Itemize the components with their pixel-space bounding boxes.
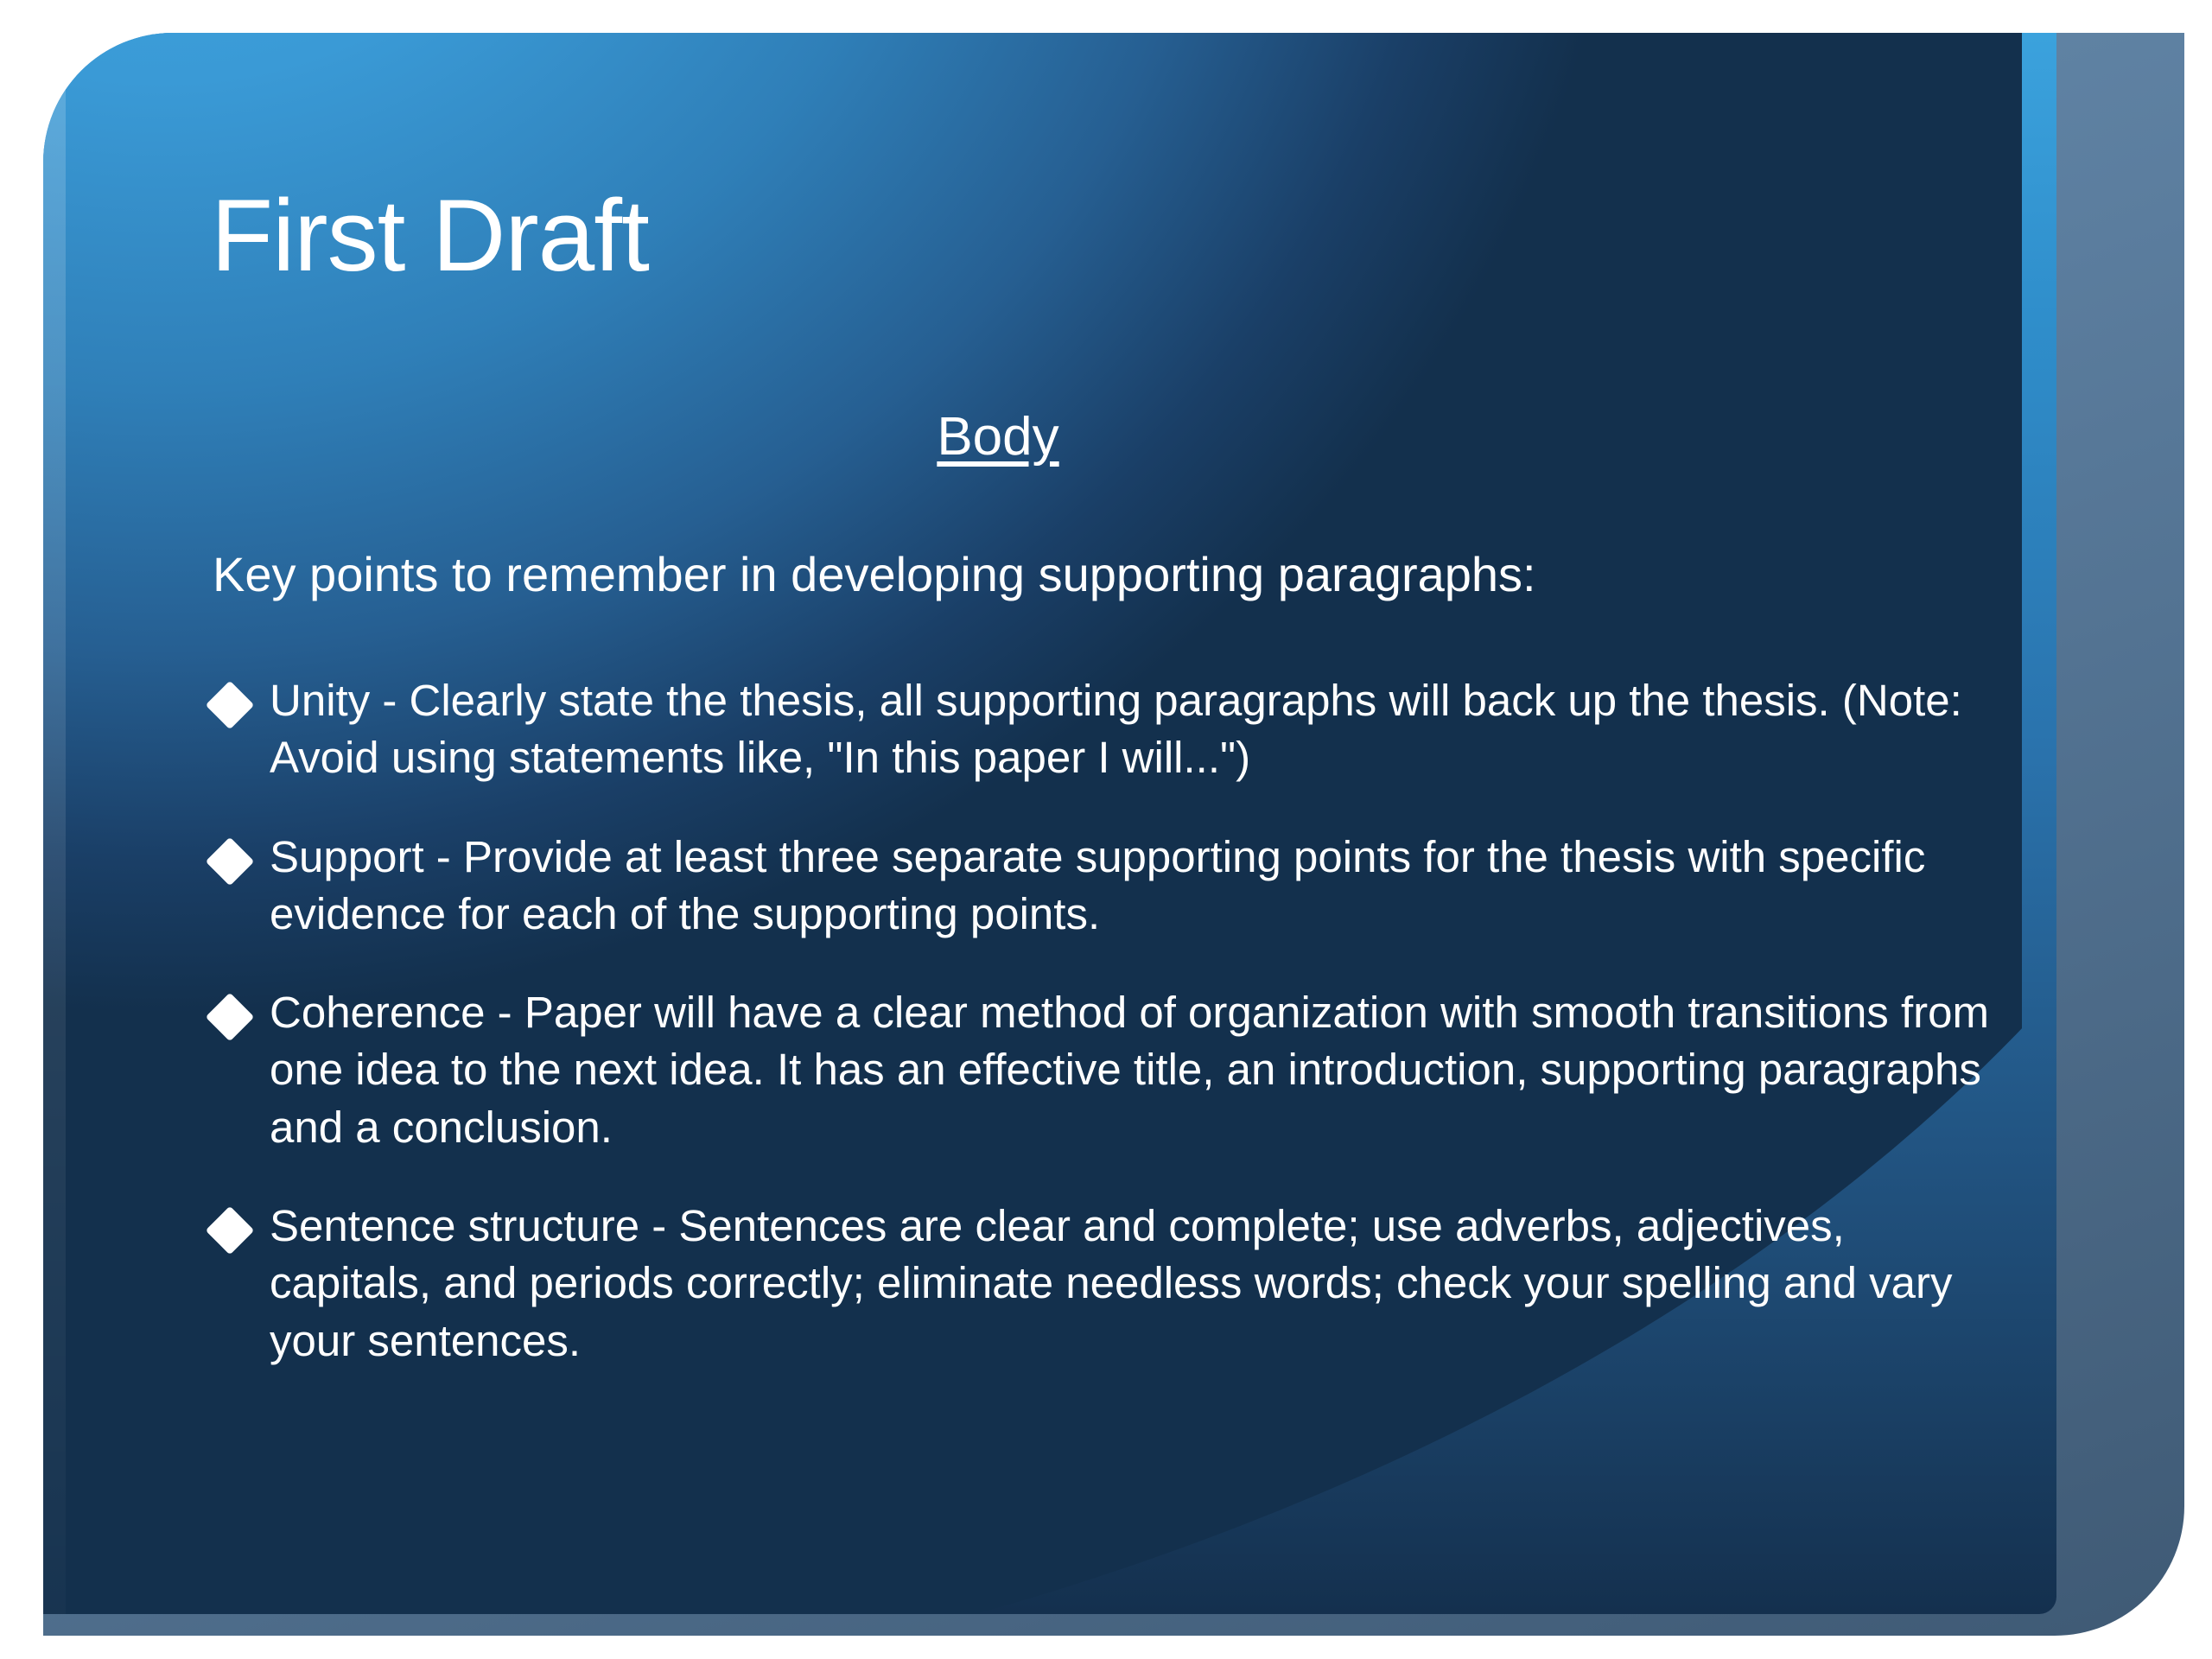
slide-subtitle: Body [937, 407, 1059, 467]
list-item [213, 672, 2018, 787]
diamond-bullet-icon [206, 1206, 255, 1255]
list-item-text: Support - Provide at least three separate supporting points for the thesis with specific evidence for each of the supporting points. [270, 831, 1926, 938]
list-item [213, 984, 2018, 1156]
diamond-bullet-icon [206, 993, 255, 1042]
diamond-bullet-icon [206, 681, 255, 730]
list-item [213, 829, 2018, 944]
diamond-bullet-icon [206, 836, 255, 886]
list-item-text: Sentence structure - Sentences are clear and complete; use adverbs, adjectives, capitals, and periods correctly; eliminate needless words; check your spelling and vary your sentences. [270, 1201, 1953, 1365]
slide-lead-text: Key points to remember in developing supporting paragraphs: [213, 547, 1536, 601]
list-item [213, 1198, 2018, 1370]
list-item-text: Coherence - Paper will have a clear method of organization with smooth transitions from one idea to the next idea. It has an effective title, an introduction, supporting paragraphs and a conclusion. [270, 988, 1989, 1152]
bullet-list [213, 672, 2018, 1411]
slide-title: First Draft [211, 179, 649, 293]
list-item-text: Unity - Clearly state the thesis, all supporting paragraphs will back up the thesis. (Note: Avoid using statements like, "In this paper I will...") [270, 676, 1962, 783]
